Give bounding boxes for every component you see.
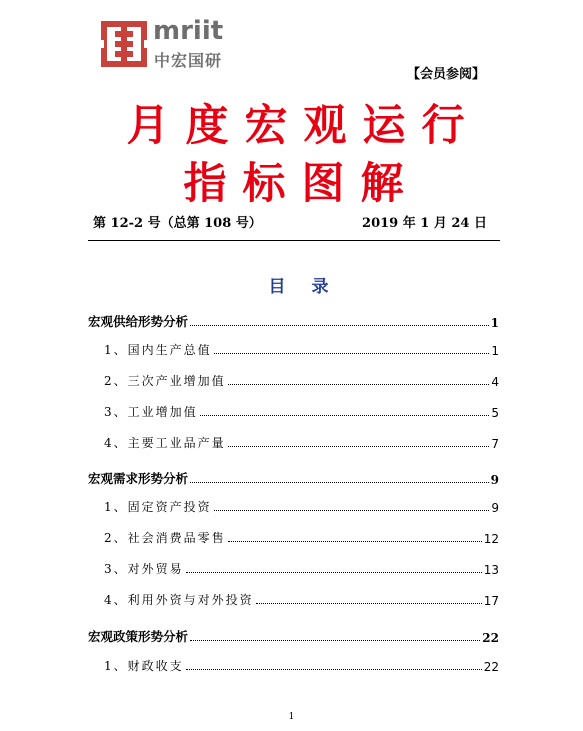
toc-leader [190,481,489,483]
toc-label: 3、对外贸易 [104,562,184,576]
toc-page: 1 [491,344,499,358]
toc-label: 宏观需求形势分析 [88,471,189,486]
toc-label: 宏观供给形势分析 [88,314,189,329]
brand-name-en: mriit [153,16,224,46]
toc-leader [190,639,480,641]
toc-page: 9 [490,473,499,487]
toc-leader [186,571,482,573]
header-divider [88,240,500,241]
toc-label: 2、三次产业增加值 [104,374,226,388]
toc-page: 9 [491,501,499,515]
toc-section[interactable] [88,312,499,330]
toc-section[interactable] [88,469,499,487]
issue-number: 第 12-2 号（总第 108 号） [93,216,262,231]
toc-label: 1、固定资产投资 [104,500,212,514]
toc-label: 1、国内生产总值 [104,343,212,357]
toc-page: 4 [491,375,499,389]
toc-item[interactable] [104,340,499,358]
toc-page: 12 [483,532,499,546]
toc-leader [256,602,482,604]
toc-item[interactable] [104,559,499,577]
toc-label: 4、利用外资与对外投资 [104,593,254,607]
toc-page: 13 [483,563,499,577]
toc-label: 2、社会消费品零售 [104,531,226,545]
report-title-line2: 指标图解 [183,159,420,209]
toc-label: 3、工业增加值 [104,405,198,419]
toc-leader [228,383,490,385]
toc-page: 7 [491,437,499,451]
toc-page: 5 [491,406,499,420]
toc-page: 1 [490,316,499,330]
toc-item[interactable] [104,590,499,608]
toc-leader [228,445,490,447]
toc-item[interactable] [104,402,499,420]
brand-name-cn: 中宏国研 [154,51,223,70]
issue-date: 2019 年 1 月 24 日 [362,216,487,231]
report-title-line1: 月度宏观运行 [126,101,481,151]
toc-leader [200,414,490,416]
toc-page: 22 [483,660,499,674]
mriit-logo [100,18,250,70]
toc-item[interactable] [104,528,499,546]
toc-label: 1、财政收支 [104,659,184,673]
toc-page: 17 [483,594,499,608]
toc-leader [214,509,490,511]
toc-label: 宏观政策形势分析 [88,629,189,644]
toc-page: 22 [482,631,499,645]
toc-leader [214,352,490,354]
member-tag: 【会员参阅】 [406,67,485,82]
toc-item[interactable] [104,656,499,674]
toc-section[interactable] [88,627,499,645]
toc-leader [186,668,482,670]
toc-item[interactable] [104,433,499,451]
toc-item[interactable] [104,497,499,515]
toc-item[interactable] [104,371,499,389]
toc-label: 4、主要工业品产量 [104,436,226,450]
mriit-logo-icon [100,20,148,68]
toc-leader [228,540,482,542]
page-number: 1 [288,712,295,722]
toc-heading: 目录 [268,277,355,297]
toc-leader [190,324,489,326]
